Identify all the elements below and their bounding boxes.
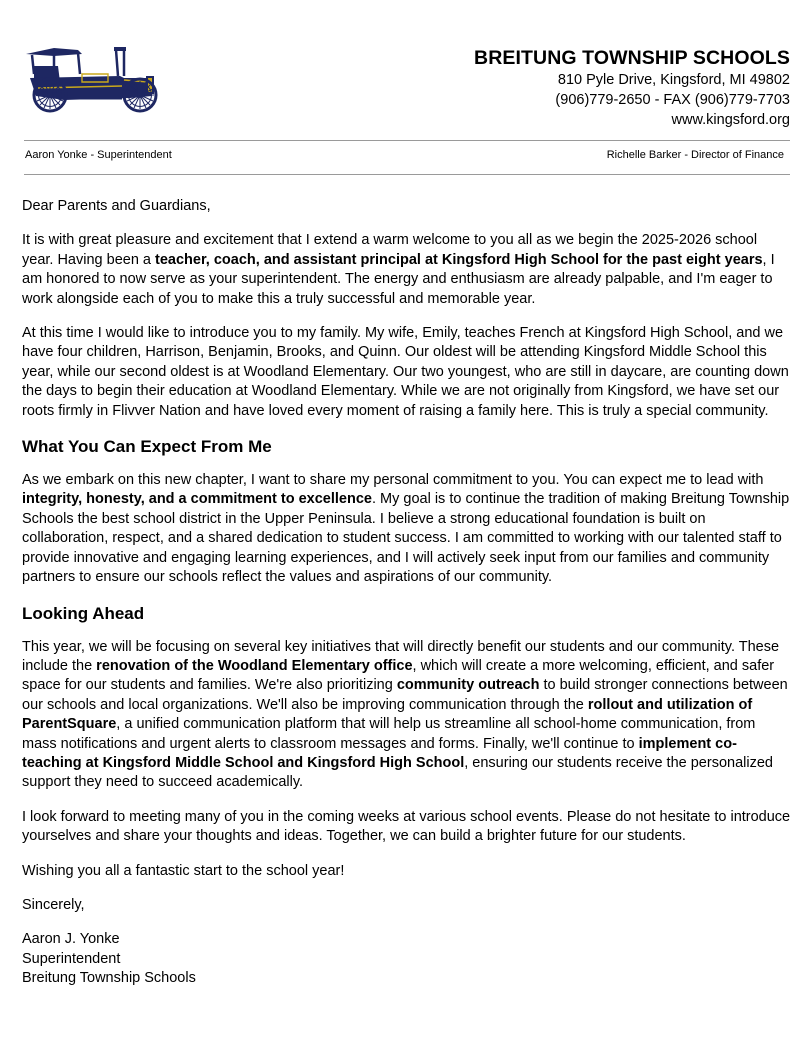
emphasis: integrity, honesty, and a commitment to excellence bbox=[22, 491, 372, 508]
letter-body bbox=[22, 197, 792, 1004]
paragraph-welcome bbox=[22, 231, 792, 309]
signature-name: Aaron J. Yonke bbox=[22, 931, 120, 948]
paragraph-commitment bbox=[22, 471, 792, 587]
org-name: BREITUNG TOWNSHIP SCHOOLS bbox=[474, 47, 790, 69]
emphasis: rollout and utilization of ParentSquare bbox=[22, 696, 753, 733]
paragraph-wishes: Wishing you all a fantastic start to the school year! bbox=[22, 862, 345, 879]
staff-superintendent: Aaron Yonke - Superintendent bbox=[25, 149, 172, 161]
signature-title: Superintendent bbox=[22, 950, 121, 967]
heading-expectations: What You Can Expect From Me bbox=[22, 437, 272, 457]
paragraph-family: At this time I would like to introduce you to my family. My wife, Emily, teaches French at Kingsford High School, and we have four children, Harrison, Benjamin, Brooks, and Quinn. Our oldest will be attending Kingsford Middle School this year, while our second oldest is at Woodland Elementary. Our two youngest, who are still in daycare, are counting down the days to begin their education at Woodland Elementary. While we are not originally from Kingsford, we have set our roots firmly in Flivver Nation and have loved every moment of raising a family here. This is truly a special community. bbox=[22, 325, 789, 419]
text: This year, we will be focusing on several key initiatives that will directly benefit our students and our community. These include the bbox=[22, 638, 780, 674]
org-website: www.kingsford.org bbox=[671, 112, 790, 128]
text: As we embark on this new chapter, I want to share my personal commitment to you. You can expect me to lead with bbox=[22, 472, 764, 489]
emphasis: implement co-teaching at Kingsford Middle School and Kingsford High School bbox=[22, 735, 737, 771]
divider-top bbox=[24, 140, 790, 141]
text: It is with great pleasure and excitement that I extend a warm welcome to you all as we begin the 2025-2026 school year. Having been a bbox=[22, 232, 758, 268]
emphasis: community outreach bbox=[396, 677, 540, 694]
heading-looking-ahead: Looking Ahead bbox=[22, 603, 145, 623]
text: to build stronger connections between our schools and local organizations. We'll also be improving communication through the bbox=[22, 677, 788, 713]
emphasis: renovation of the Woodland Elementary office bbox=[96, 657, 413, 674]
divider-bottom bbox=[24, 174, 790, 175]
text: . My goal is to continue the tradition of making Breitung Township Schools the best school district in the Upper Peninsula. I believe a strong educational foundation is built on collaboration, respect, and a shared dedication to student success. I am committed to working with our talented staff to provide innovative and engaging learning experiences, and I will actively seek input from our families and community partners to ensure our schools reflect the values and aspirations of our community. bbox=[22, 491, 790, 586]
staff-finance-director: Richelle Barker - Director of Finance bbox=[606, 149, 784, 161]
signature-org: Breitung Township Schools bbox=[22, 970, 196, 987]
text: , I am honored to now serve as your superintendent. The energy and enthusiasm are already palpable, and I'm eager to work alongside each of you to make this a truly successful and memorable year. bbox=[22, 251, 775, 307]
text: , ensuring our students receive the personalized support they need to succeed academically. bbox=[22, 754, 773, 791]
paragraph-initiatives bbox=[22, 638, 792, 793]
paragraph-invitation: I look forward to meeting many of you in the coming weeks at various school events. Please do not hesitate to introduce yourselves and share your thoughts and ideas. Together, we can build a brighter future for our students. bbox=[22, 808, 791, 845]
text: , a unified communication platform that will help us streamline all school-home communication, from mass notifications and urgent alerts to classroom messages and forms. Finally, we'll continue to bbox=[22, 716, 756, 752]
closing: Sincerely, bbox=[22, 896, 85, 913]
text: , which will create a more welcoming, efficient, and safer space for our students and families. We're also prioritizing bbox=[22, 657, 775, 694]
org-header bbox=[474, 46, 790, 130]
salutation: Dear Parents and Guardians, bbox=[22, 198, 211, 214]
org-address: 810 Pyle Drive, Kingsford, MI 49802 bbox=[557, 72, 790, 88]
signature-block bbox=[22, 930, 792, 988]
vintage-car-icon bbox=[24, 44, 160, 114]
emphasis: teacher, coach, and assistant principal at Kingsford High School for the past eight years bbox=[155, 251, 763, 268]
org-phone-fax: (906)779-2650 - FAX (906)779-7703 bbox=[555, 92, 790, 108]
